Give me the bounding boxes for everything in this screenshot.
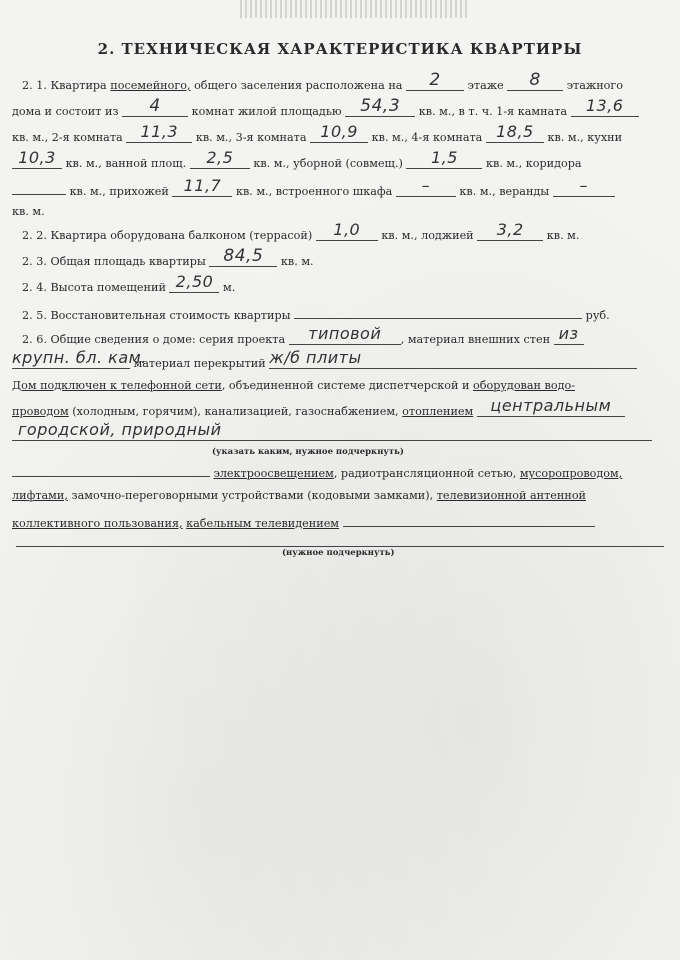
walls-field-2: крупн. бл. кам. — [12, 348, 147, 367]
gas-type-field: городской, природный — [12, 424, 652, 441]
line-2-1-a: 2. 1. Квартира посемейного, общего заселения расположена на 2 этаже 8 этажного — [22, 70, 623, 92]
floors-total-field: 8 — [507, 74, 563, 91]
hall-field: 11,7 — [172, 180, 232, 197]
room4-field: 18,5 — [486, 126, 544, 143]
veranda-field: – — [553, 180, 615, 197]
rooms-field: 4 — [122, 100, 188, 117]
line-2-5: 2. 5. Восстановительная стоимость квартиры руб. — [22, 302, 674, 326]
line-2-1-c: кв. м., 2-я комната 11,3 кв. м., 3-я комната 10,9 кв. м., 4-я комната 18,5 кв. м., кухни — [12, 122, 623, 144]
apartment-type-underlined: посемейного, — [110, 79, 191, 92]
scan-artifact — [240, 0, 470, 18]
room3-field: 10,9 — [310, 126, 368, 143]
section-title: 2. ТЕХНИЧЕСКАЯ ХАРАКТЕРИСТИКА КВАРТИРЫ — [97, 40, 583, 58]
note-specify: (указать каким, нужное подчеркнуть) — [212, 447, 404, 457]
line-2-3: 2. 3. Общая площадь квартиры 84,5 кв. м. — [22, 246, 314, 268]
note-underline: (нужное подчеркнуть) — [282, 548, 395, 558]
room1-field: 13,6 — [571, 100, 639, 117]
line-2-6-b: крупн. бл. кам. материал перекрытий ж/б плиты — [12, 352, 664, 374]
living-area-field: 54,3 — [345, 100, 415, 117]
room2-field: 11,3 — [126, 126, 192, 143]
line-2-2: 2. 2. Квартира оборудована балконом (террасой) 1,0 кв. м., лоджией 3,2 кв. м. — [22, 220, 580, 242]
total-area-field: 84,5 — [209, 250, 277, 267]
heating-field: центральным — [477, 400, 625, 417]
line-2-6-c: Дом подключен к телефонной сети, объединенной системе диспетчерской и оборудован водо- — [12, 379, 575, 392]
line-2-6-h: коллективного пользования, кабельным телевидением — [12, 510, 664, 534]
blank-line — [16, 546, 664, 547]
line-2-6-f: электроосвещением, радиотрансляционной сетью, мусоропроводом, — [12, 460, 664, 484]
bath-field: 2,5 — [190, 152, 250, 169]
loggia-field: 3,2 — [477, 224, 543, 241]
cost-field — [294, 302, 582, 319]
corridor-field — [12, 178, 66, 195]
line-2-6-e — [12, 420, 664, 446]
line-2-1-d: 10,3 кв. м., ванной площ. 2,5 кв. м., уборной (совмещ.) 1,5 кв. м., коридора — [12, 152, 664, 174]
extra-field-2 — [343, 510, 595, 527]
line-2-6-a: 2. 6. Общие сведения о доме: серия проекта типовой , материал внешних стен из — [22, 328, 674, 350]
extra-field-1 — [12, 460, 210, 477]
line-2-1-b: дома и состоит из 4 комнат жилой площадью 54,3 кв. м., в т. ч. 1-я камната 13,6 — [12, 100, 664, 122]
line-2-1-e: кв. м., прихожей 11,7 кв. м., встроенного шкафа – кв. м., веранды – — [12, 178, 664, 202]
line-2-6-d: проводом (холодным, горячим), канализацией, газоснабжением, отоплением центральным — [12, 400, 664, 422]
line-2-6-g: лифтами, замочно-переговорными устройствами (кодовыми замками), телевизионной антенной — [12, 489, 587, 502]
closet-field: – — [396, 180, 456, 197]
toilet-field: 1,5 — [406, 152, 482, 169]
floor-field: 2 — [406, 74, 464, 91]
floors-material-field: ж/б плиты — [269, 352, 637, 369]
series-field: типовой — [289, 328, 401, 345]
line-2-4: 2. 4. Высота помещений 2,50 м. — [22, 272, 236, 294]
balcony-field: 1,0 — [316, 224, 378, 241]
height-field: 2,50 — [169, 276, 219, 293]
kitchen-field: 10,3 — [12, 152, 62, 169]
line-2-1-f: кв. м. — [12, 205, 45, 218]
walls-field-1: из — [554, 328, 584, 345]
